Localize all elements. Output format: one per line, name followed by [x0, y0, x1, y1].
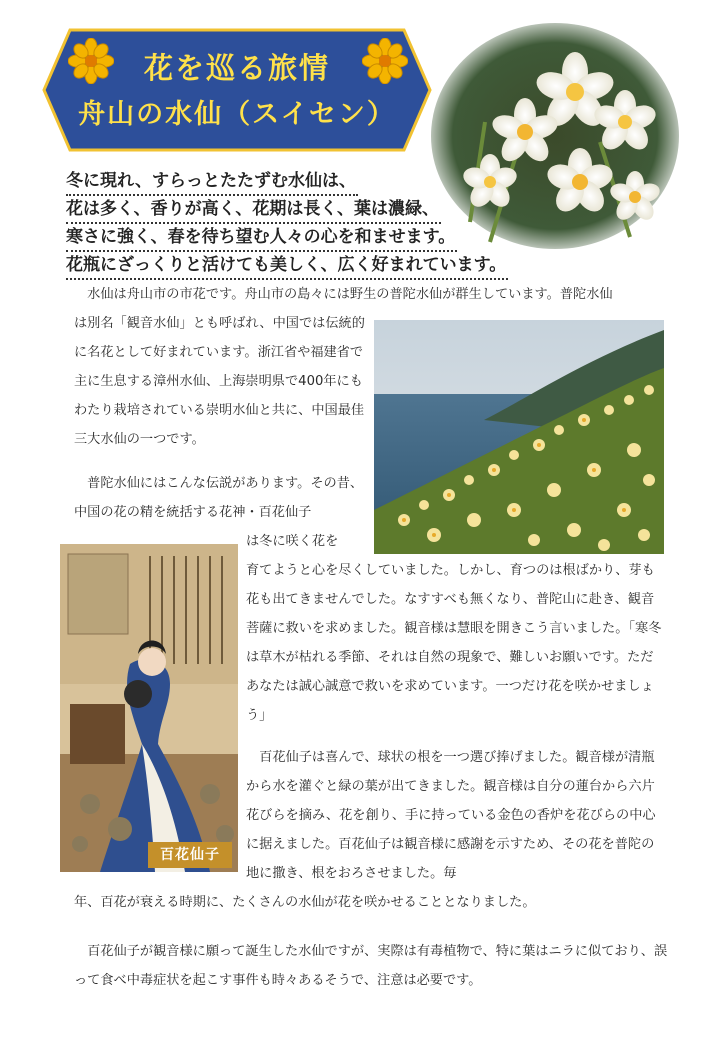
page-title: 花を巡る旅情	[143, 51, 330, 85]
paragraph-4: 百花仙子が観音様に願って誕生した水仙ですが、実際は有毒植物で、特に葉はニラに似ており、誤って食べ中毒症状を起こす事件も時々あるそうで、注意は必要です。	[74, 944, 668, 988]
paragraph-1: は別名「観音水仙」とも呼ばれ、中国では伝統的に名花として好まれています。浙江省や福建省で主に生息する漳州水仙、上海崇明県で400年にもわたり栽培されている崇明水仙と共に、中国最佳三大水仙の一つです。	[74, 316, 365, 447]
painting-caption: 百花仙子	[148, 842, 232, 868]
paragraph-1-first-line: 水仙は舟山市の市花です。舟山市の島々には野生の普陀水仙が群生しています。普陀水仙	[74, 287, 613, 302]
page-subtitle: 舟山の水仙（スイセン）	[78, 99, 396, 130]
intro-line: 花瓶にざっくりと活けても美しく、広く好まれています。	[66, 252, 508, 280]
paragraph-2-continued: は冬に咲く花を	[246, 534, 339, 549]
coastal-narcissus-field-photo	[374, 320, 664, 554]
intro-text	[66, 168, 536, 280]
paragraph-3: 百花仙子は喜んで、球状の根を一つ選び捧げました。観音様が清瓶から水を灌ぐと緑の葉が出てきました。観音様は自分の蓮台から六片花びらを摘み、花を創り、手に持っている金色の香炉を花びらの中心に据えました。百花仙子は観音様に感謝を示すため、その花を普陀の地に撒き、根をおろさせました。毎	[246, 750, 656, 881]
intro-line: 寒さに強く、春を待ち望む人々の心を和ませます。	[66, 224, 457, 252]
intro-line: 花は多く、香りが高く、花期は長く、葉は濃緑、	[66, 196, 441, 224]
baihua-xianzi-painting	[60, 544, 238, 872]
paragraph-2-continued: 育てようと心を尽くしていました。しかし、育つのは根ばかり、芽も花も出てきませんでした。なすすべも無くなり、普陀山に赴き、観音菩薩に救いを求めました。観音様は慧眼を開きこう言いました。「寒冬は草木が枯れる季節、それは自然の現象で、難しいお願いです。ただあなたは誠心誠意で救いを求めています。一つだけ花を咲かせましょう」	[246, 563, 662, 723]
intro-line: 冬に現れ、すらっとたたずむ水仙は、	[66, 168, 358, 196]
paragraph-3-end: 年、百花が衰える時期に、たくさんの水仙が花を咲かせることとなりました。	[74, 895, 536, 910]
title-banner	[42, 28, 432, 152]
paragraph-2: 普陀水仙にはこんな伝説があります。その昔、中国の花の精を統括する花神・百花仙子	[74, 476, 364, 520]
